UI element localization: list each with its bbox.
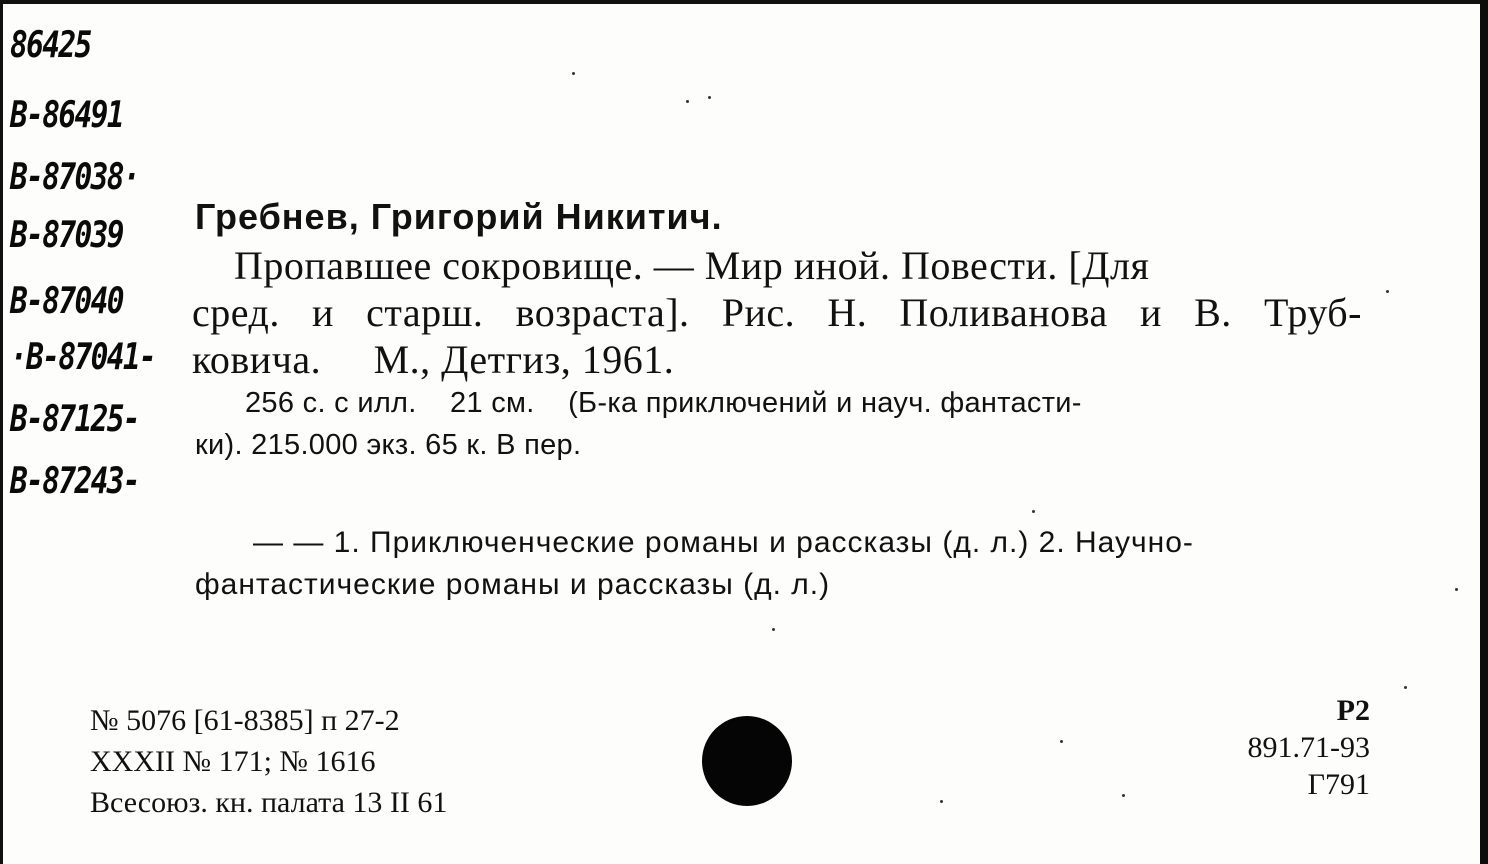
paper-speck xyxy=(940,800,943,803)
paper-speck xyxy=(772,628,775,631)
imprint-line: ковича. М., Детгиз, 1961. xyxy=(192,337,675,382)
paper-speck xyxy=(1032,510,1035,513)
handwritten-number: ·B-87041- xyxy=(10,337,156,378)
card-number-block xyxy=(90,700,447,823)
handwritten-number: 86425 xyxy=(10,25,91,66)
paper-speck xyxy=(1455,588,1458,591)
subject-line: — — 1. Приключенческие романы и рассказы (д. л.) 2. Научно- xyxy=(253,526,1194,559)
card-left-edge xyxy=(0,0,3,864)
collation-line: ки). 215.000 экз. 65 к. В пер. xyxy=(195,429,582,461)
title-word: В. xyxy=(1194,290,1232,335)
card-number-line: Всесоюз. кн. палата 13 II 61 xyxy=(90,786,448,819)
title-word: возраста]. xyxy=(515,290,690,335)
handwritten-number: B-87125- xyxy=(10,399,140,440)
card-right-edge xyxy=(1480,0,1488,864)
classification-code: Р2 xyxy=(1336,694,1370,727)
title-word: сред. xyxy=(192,290,280,335)
card-number-line: № 5076 [61-8385] п 27-2 xyxy=(90,704,400,737)
title-word: Н. xyxy=(827,290,868,335)
handwritten-number: B-87040 xyxy=(10,281,123,322)
handwritten-number: B-86491 xyxy=(10,95,123,136)
handwritten-number: B-87038· xyxy=(10,157,140,198)
title-line xyxy=(192,289,1362,336)
paper-speck xyxy=(1404,686,1407,689)
title-word: Рис. xyxy=(721,290,796,335)
paper-speck xyxy=(686,100,689,103)
subject-line: фантастические романы и рассказы (д. л.) xyxy=(195,568,831,601)
title-word: Поливанова xyxy=(899,290,1108,335)
punch-hole xyxy=(702,716,792,806)
collation-line: 256 с. с илл. 21 см. (Б-ка приключений и науч. фантасти- xyxy=(245,387,1082,419)
author-mark: Г791 xyxy=(1307,768,1370,801)
handwritten-number: B-87039 xyxy=(10,215,123,256)
title-word: и xyxy=(1139,290,1162,335)
title-word: старш. xyxy=(366,290,484,335)
title-description xyxy=(192,242,1362,383)
paper-speck xyxy=(1060,740,1063,743)
paper-speck xyxy=(572,72,575,75)
classification-block xyxy=(1248,692,1371,803)
handwritten-number: B-87243- xyxy=(10,461,140,502)
subject-headings xyxy=(195,522,1370,606)
author-heading: Гребнев, Григорий Никитич. xyxy=(195,196,723,237)
collation-block xyxy=(195,382,1370,466)
paper-speck xyxy=(1386,290,1389,293)
card-number-line: XXXII № 171; № 1616 xyxy=(90,745,376,778)
paper-speck xyxy=(708,96,711,99)
title-word: и xyxy=(312,290,334,335)
card-top-edge xyxy=(0,0,1488,4)
classification-index: 891.71-93 xyxy=(1247,731,1370,764)
title-word: Труб- xyxy=(1263,290,1362,335)
title-line: Пропавшее сокровище. — Мир иной. Повести. [Для xyxy=(234,243,1150,288)
paper-speck xyxy=(1122,794,1125,797)
